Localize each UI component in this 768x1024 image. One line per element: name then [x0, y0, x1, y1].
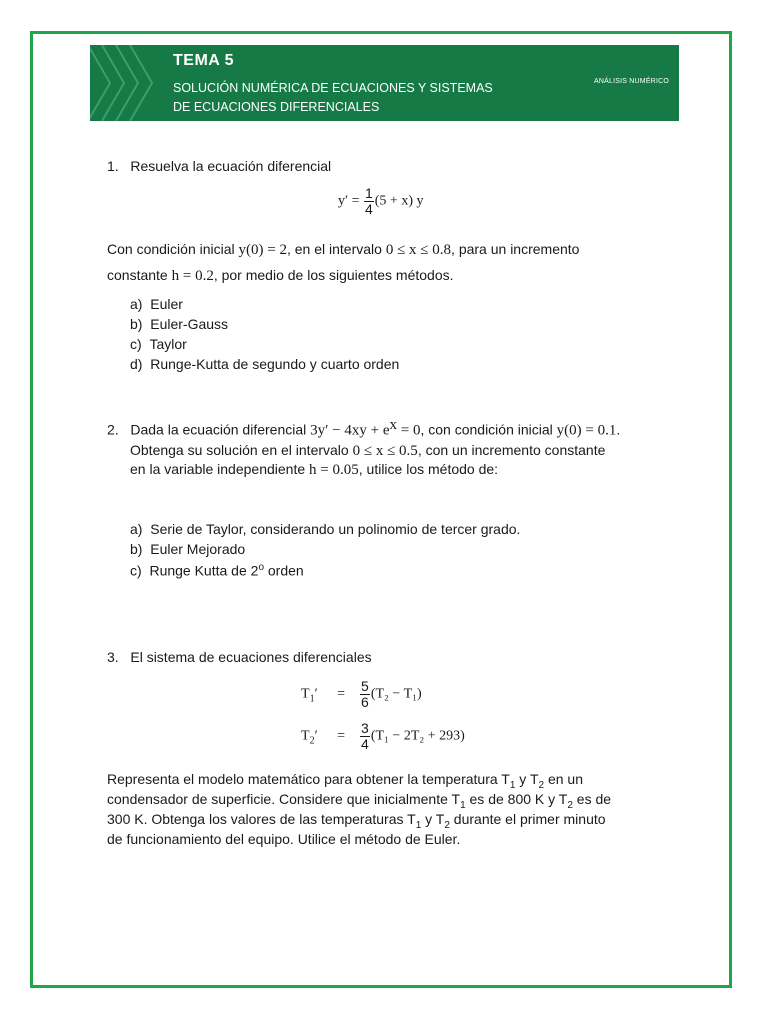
- q2-opt-b-letter: b): [130, 541, 143, 557]
- q2-opt-c-letter: c): [130, 562, 142, 579]
- q2-l1-c: .: [616, 421, 621, 438]
- q3-para-line-4: [107, 829, 460, 849]
- q1-intro: Resuelva la ecuación diferencial: [130, 158, 332, 174]
- q3-p2-sub2: 2: [567, 799, 573, 811]
- q2-opt-b-text: Euler Mejorado: [150, 541, 246, 557]
- q3-eq1-den: 6: [361, 694, 369, 710]
- q3-eq2-num: 3: [361, 720, 369, 736]
- q3-p1c: en un: [544, 771, 583, 787]
- q2-l2-m: 0 ≤ x ≤ 0.5: [352, 443, 418, 459]
- q1-option-a: [130, 294, 183, 314]
- q3-eq1-fraction: [360, 679, 370, 710]
- q2-l1-b: , con condición inicial: [420, 421, 557, 438]
- q1-opt-b-text: Euler-Gauss: [150, 316, 229, 332]
- q3-p2c: es de: [572, 791, 612, 807]
- banner-subtitle-1: SOLUCIÓN NUMÉRICA DE ECUACIONES Y SISTEMAS: [173, 81, 493, 95]
- q2-l3-m: h = 0.05: [309, 462, 359, 478]
- q3-eq2-den: 4: [361, 736, 369, 752]
- q1-opt-c-letter: c): [130, 336, 142, 352]
- banner-subtitle-2: DE ECUACIONES DIFERENCIALES: [173, 100, 380, 114]
- q1-cond-m2: 0 ≤ x ≤ 0.8: [385, 242, 452, 258]
- q1-condition-line: [107, 239, 579, 260]
- q1-opt-a-text: Euler: [150, 296, 183, 312]
- q2-option-b: [130, 539, 245, 559]
- q1-option-c: [130, 334, 187, 354]
- q3-p3a: 300 K. Obtenga los valores de las temperaturas T: [107, 811, 416, 827]
- q2-line-2: [130, 440, 605, 461]
- q1-line2-b: , por medio de los siguientes métodos.: [213, 267, 454, 283]
- q3-eq2-prime: ′: [314, 728, 318, 744]
- q1-cond-m1: y(0) = 2: [238, 242, 287, 258]
- q2-l1-a: Dada la ecuación diferencial: [130, 421, 311, 438]
- q1-cond-a: Con condición inicial: [107, 241, 239, 257]
- q3-heading: [107, 647, 372, 667]
- q2-l3-a: en la variable independiente: [130, 461, 310, 477]
- q3-number: 3.: [107, 649, 119, 665]
- q1-opt-a-letter: a): [130, 296, 143, 312]
- q2-l2-a: Obtenga su solución en el intervalo: [130, 442, 353, 458]
- q1-opt-b-letter: b): [130, 316, 143, 332]
- banner-course: ANÁLISIS NUMÉRICO: [594, 78, 669, 85]
- q2-opt-c-after: orden: [264, 562, 304, 579]
- q3-intro: El sistema de ecuaciones diferenciales: [130, 649, 372, 665]
- q2-l3-b: , utilice los método de:: [358, 461, 499, 477]
- q1-eq-fraction: [364, 186, 374, 217]
- q1-eq-num: 1: [364, 185, 373, 201]
- q1-line2-a: constante: [107, 267, 172, 283]
- q1-heading: [107, 156, 331, 176]
- q2-l1-sup: x: [389, 417, 397, 433]
- q1-number: 1.: [107, 158, 119, 174]
- q2-l2-b: , con un incremento constante: [417, 442, 606, 458]
- q2-l1-m2: y(0) = 0.1: [556, 422, 617, 439]
- q3-eq1-eq: =: [337, 686, 346, 702]
- q3-eq2-rhs: (T₁ − 2T₂ + 293): [370, 728, 465, 744]
- q2-line-1: [107, 415, 620, 441]
- q1-eq-rhs: (5 + x) y: [374, 193, 424, 209]
- q3-p2-sub1: 1: [460, 799, 466, 811]
- q3-p1b: y T: [515, 771, 539, 787]
- q3-p3b: y T: [421, 811, 445, 827]
- q3-p1-sub2: 2: [538, 779, 545, 791]
- q3-p3-sub1: 1: [415, 819, 422, 831]
- q1-equation: [338, 186, 424, 217]
- q3-eq2-eq: =: [337, 728, 346, 744]
- chevron-pattern-icon: [90, 45, 170, 121]
- q1-eq-lhs: y′ =: [338, 193, 363, 209]
- q1-opt-d-text: Runge-Kutta de segundo y cuarto orden: [150, 356, 400, 372]
- q1-condition-line-2: [107, 265, 454, 286]
- q3-p1-sub1: 1: [509, 779, 516, 791]
- banner-tema: TEMA 5: [173, 52, 235, 69]
- q3-eq1-prime: ′: [314, 686, 318, 702]
- q2-opt-a-letter: a): [130, 521, 143, 537]
- q2-line-3: [130, 459, 498, 480]
- q3-eq2-fraction: [360, 721, 370, 752]
- q1-opt-c-text: Taylor: [149, 336, 187, 352]
- q3-eq1-rhs: (T₂ − T₁): [370, 686, 422, 702]
- q1-cond-b: , en el intervalo: [286, 241, 386, 257]
- q3-p3-sub2: 2: [444, 819, 450, 831]
- q3-eq1-sub: 1: [309, 693, 315, 705]
- q1-opt-d-letter: d): [130, 356, 143, 372]
- q3-p1a: Representa el modelo matemático para obtener la temperatura T: [107, 771, 510, 787]
- q3-equation-2: [301, 721, 465, 752]
- q1-option-b: [130, 314, 228, 334]
- q3-equation-1: [301, 679, 422, 710]
- q1-cond-c: , para un incremento: [451, 241, 580, 257]
- q2-l1-m1b: = 0: [397, 422, 421, 439]
- q1-option-d: [130, 354, 399, 374]
- q3-eq1-lhs: T: [301, 686, 310, 702]
- header-banner: [90, 45, 679, 121]
- q3-eq1-num: 5: [361, 678, 369, 694]
- q3-p2b: es de 800 K y T: [465, 791, 568, 807]
- q1-eq-den: 4: [364, 201, 373, 217]
- q2-option-a: [130, 519, 520, 539]
- q3-p4: de funcionamiento del equipo. Utilice el método de Euler.: [107, 831, 461, 847]
- q3-eq2-lhs: T: [301, 728, 310, 744]
- q2-l1-m1: 3y′ − 4xy + e: [310, 422, 390, 439]
- q2-number: 2.: [107, 421, 119, 438]
- q2-opt-c-text: Runge Kutta de 2: [149, 562, 259, 579]
- q3-p2a: condensador de superficie. Considere que inicialmente T: [107, 791, 461, 807]
- q2-option-c: [130, 558, 304, 581]
- q1-line2-m: h = 0.2: [171, 268, 214, 284]
- q3-p3c: durante el primer minuto: [449, 811, 606, 827]
- q3-eq2-sub: 2: [309, 735, 315, 747]
- q2-opt-a-text: Serie de Taylor, considerando un polinomio de tercer grado.: [150, 521, 521, 537]
- q2-opt-c-sup: o: [258, 562, 264, 573]
